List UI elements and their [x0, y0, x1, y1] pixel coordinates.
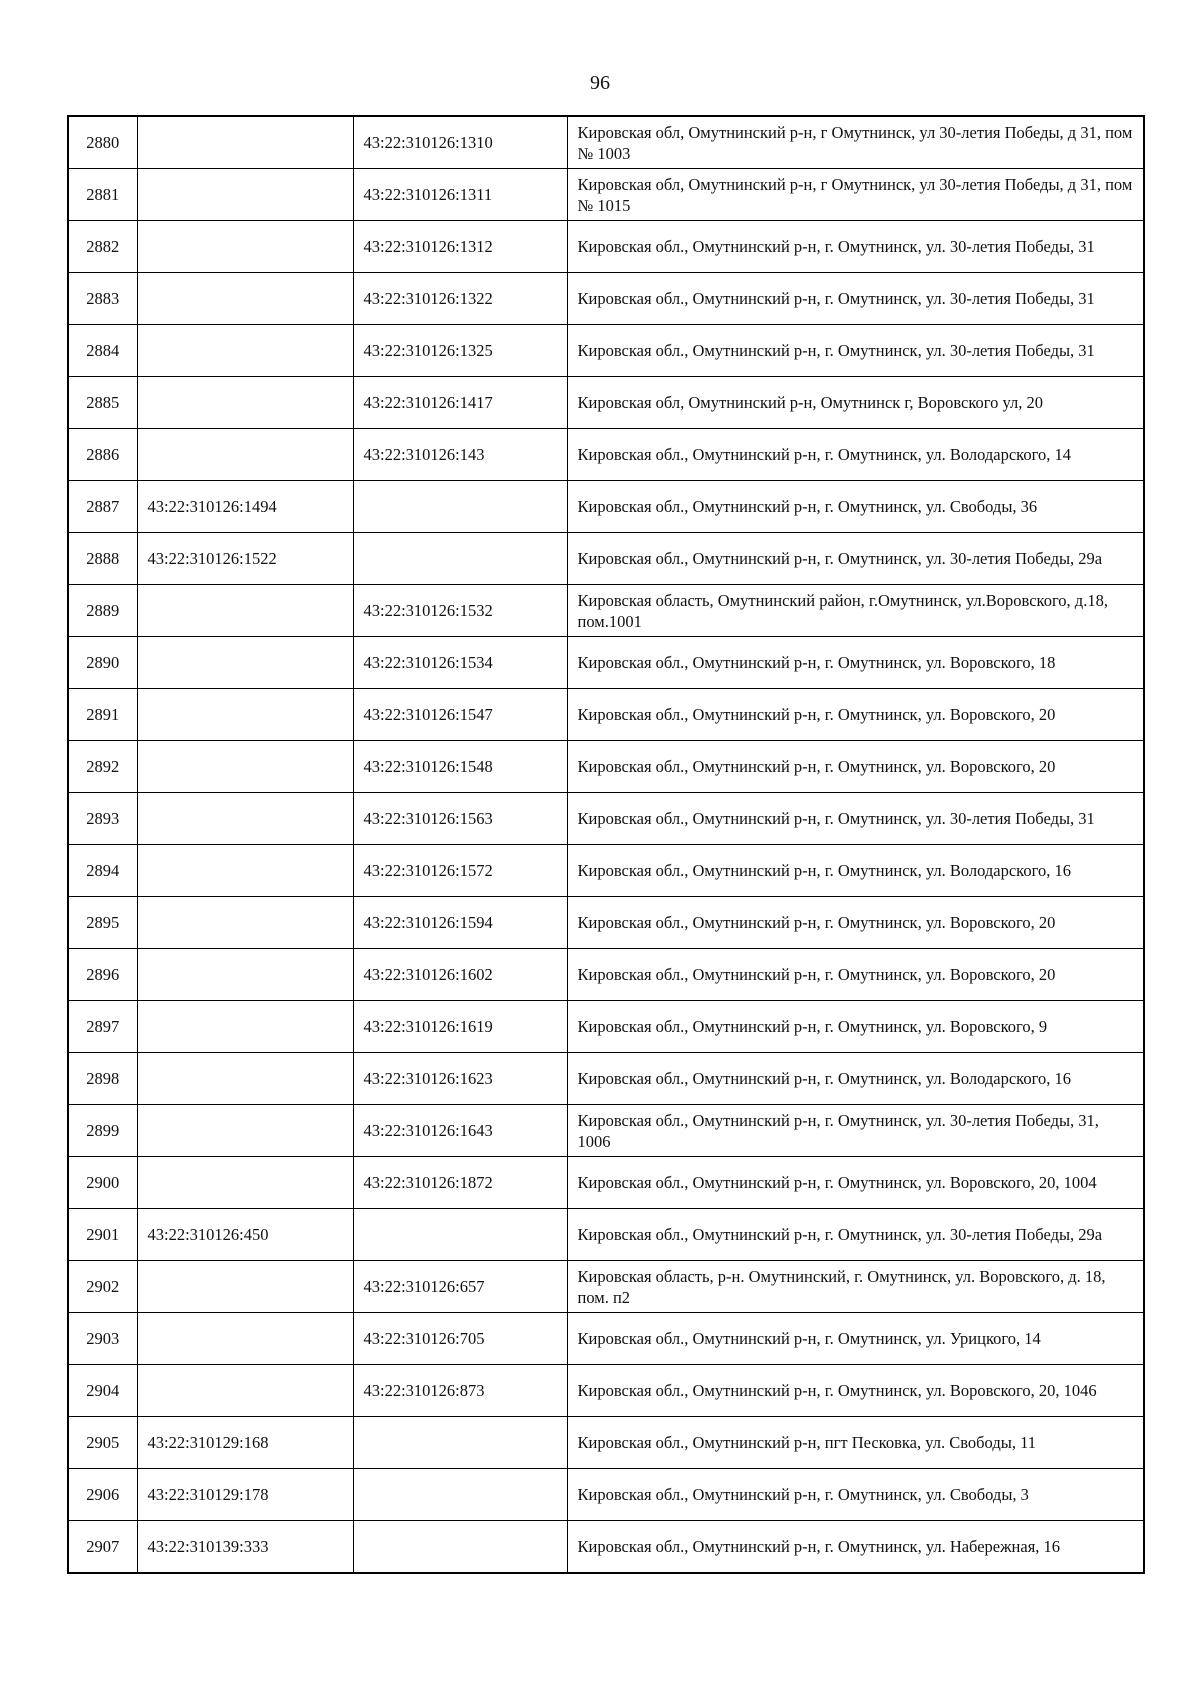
address-cell: Кировская обл., Омутнинский р-н, г. Омутнинск, ул. Воровского, 20, 1004 — [567, 1157, 1144, 1209]
cadastral-number-cell — [137, 741, 353, 793]
address-cell: Кировская обл., Омутнинский р-н, г. Омутнинск, ул. Урицкого, 14 — [567, 1313, 1144, 1365]
row-number-cell: 2905 — [68, 1417, 137, 1469]
cadastral-number-cell — [137, 845, 353, 897]
table-row — [68, 1053, 1144, 1105]
cadastral-number-secondary-cell — [353, 1417, 567, 1469]
table-row — [68, 1365, 1144, 1417]
address-cell: Кировская обл., Омутнинский р-н, г. Омутнинск, ул. Володарского, 14 — [567, 429, 1144, 481]
row-number-cell: 2883 — [68, 273, 137, 325]
cadastral-number-cell — [137, 1261, 353, 1313]
cadastral-number-secondary-cell: 43:22:310126:1563 — [353, 793, 567, 845]
row-number-cell: 2886 — [68, 429, 137, 481]
row-number-cell: 2902 — [68, 1261, 137, 1313]
cadastral-number-secondary-cell: 43:22:310126:1643 — [353, 1105, 567, 1157]
cadastral-number-secondary-cell: 43:22:310126:1325 — [353, 325, 567, 377]
cadastral-number-secondary-cell — [353, 481, 567, 533]
cadastral-number-cell — [137, 377, 353, 429]
cadastral-number-cell — [137, 585, 353, 637]
address-cell: Кировская обл, Омутнинский р-н, г Омутнинск, ул 30-летия Победы, д 31, пом № 1015 — [567, 169, 1144, 221]
cadastral-number-secondary-cell: 43:22:310126:1312 — [353, 221, 567, 273]
cadastral-number-cell — [137, 429, 353, 481]
cadastral-number-cell — [137, 689, 353, 741]
cadastral-number-cell — [137, 949, 353, 1001]
cadastral-number-cell — [137, 897, 353, 949]
table-row — [68, 169, 1144, 221]
row-number-cell: 2881 — [68, 169, 137, 221]
table-row — [68, 689, 1144, 741]
table-row — [68, 1157, 1144, 1209]
address-cell: Кировская обл., Омутнинский р-н, г. Омутнинск, ул. Воровского, 20, 1046 — [567, 1365, 1144, 1417]
cadastral-number-cell: 43:22:310126:1522 — [137, 533, 353, 585]
row-number-cell: 2882 — [68, 221, 137, 273]
address-cell: Кировская обл., Омутнинский р-н, г. Омутнинск, ул. Свободы, 36 — [567, 481, 1144, 533]
address-cell: Кировская обл., Омутнинский р-н, г. Омутнинск, ул. Набережная, 16 — [567, 1521, 1144, 1574]
row-number-cell: 2880 — [68, 116, 137, 169]
table-row — [68, 1469, 1144, 1521]
row-number-cell: 2888 — [68, 533, 137, 585]
row-number-cell: 2906 — [68, 1469, 137, 1521]
address-cell: Кировская обл., Омутнинский р-н, г. Омутнинск, ул. 30-летия Победы, 31 — [567, 221, 1144, 273]
row-number-cell: 2885 — [68, 377, 137, 429]
row-number-cell: 2892 — [68, 741, 137, 793]
address-cell: Кировская обл., Омутнинский р-н, г. Омутнинск, ул. 30-летия Победы, 31 — [567, 273, 1144, 325]
table-row — [68, 221, 1144, 273]
table-row — [68, 637, 1144, 689]
cadastral-number-cell: 43:22:310126:1494 — [137, 481, 353, 533]
row-number-cell: 2884 — [68, 325, 137, 377]
cadastral-number-cell: 43:22:310126:450 — [137, 1209, 353, 1261]
table-row — [68, 1001, 1144, 1053]
table-row — [68, 949, 1144, 1001]
cadastral-number-secondary-cell: 43:22:310126:1534 — [353, 637, 567, 689]
address-cell: Кировская обл., Омутнинский р-н, г. Омутнинск, ул. 30-летия Победы, 29а — [567, 1209, 1144, 1261]
table-row — [68, 793, 1144, 845]
table-row — [68, 1105, 1144, 1157]
cadastral-number-secondary-cell: 43:22:310126:1572 — [353, 845, 567, 897]
cadastral-number-secondary-cell — [353, 1521, 567, 1574]
table-row — [68, 741, 1144, 793]
address-cell: Кировская обл., Омутнинский р-н, г. Омутнинск, ул. Володарского, 16 — [567, 1053, 1144, 1105]
address-cell: Кировская обл, Омутнинский р-н, г Омутнинск, ул 30-летия Победы, д 31, пом № 1003 — [567, 116, 1144, 169]
table-row — [68, 377, 1144, 429]
row-number-cell: 2889 — [68, 585, 137, 637]
cadastral-number-secondary-cell: 43:22:310126:873 — [353, 1365, 567, 1417]
cadastral-number-secondary-cell: 43:22:310126:1417 — [353, 377, 567, 429]
table-row — [68, 1261, 1144, 1313]
address-cell: Кировская обл., Омутнинский р-н, г. Омутнинск, ул. Воровского, 20 — [567, 689, 1144, 741]
address-cell: Кировская обл., Омутнинский р-н, г. Омутнинск, ул. Воровского, 18 — [567, 637, 1144, 689]
address-cell: Кировская обл, Омутнинский р-н, Омутнинск г, Воровского ул, 20 — [567, 377, 1144, 429]
row-number-cell: 2903 — [68, 1313, 137, 1365]
cadastral-number-cell: 43:22:310129:178 — [137, 1469, 353, 1521]
row-number-cell: 2887 — [68, 481, 137, 533]
table-row — [68, 325, 1144, 377]
row-number-cell: 2901 — [68, 1209, 137, 1261]
registry-table — [67, 115, 1145, 1574]
table-row — [68, 273, 1144, 325]
row-number-cell: 2904 — [68, 1365, 137, 1417]
cadastral-number-cell — [137, 1365, 353, 1417]
row-number-cell: 2896 — [68, 949, 137, 1001]
cadastral-number-secondary-cell: 43:22:310126:705 — [353, 1313, 567, 1365]
cadastral-number-cell — [137, 169, 353, 221]
cadastral-number-cell — [137, 1157, 353, 1209]
cadastral-number-cell — [137, 1313, 353, 1365]
table-row — [68, 1417, 1144, 1469]
cadastral-number-secondary-cell: 43:22:310126:1532 — [353, 585, 567, 637]
cadastral-number-cell — [137, 793, 353, 845]
cadastral-number-secondary-cell — [353, 533, 567, 585]
cadastral-number-secondary-cell: 43:22:310126:657 — [353, 1261, 567, 1313]
address-cell: Кировская обл., Омутнинский р-н, г. Омутнинск, ул. 30-летия Победы, 29а — [567, 533, 1144, 585]
address-cell: Кировская обл., Омутнинский р-н, г. Омутнинск, ул. 30-летия Победы, 31 — [567, 325, 1144, 377]
cadastral-number-cell — [137, 1053, 353, 1105]
row-number-cell: 2898 — [68, 1053, 137, 1105]
address-cell: Кировская обл., Омутнинский р-н, г. Омутнинск, ул. Воровского, 9 — [567, 1001, 1144, 1053]
cadastral-number-cell — [137, 221, 353, 273]
table-row — [68, 429, 1144, 481]
cadastral-number-secondary-cell: 43:22:310126:1623 — [353, 1053, 567, 1105]
row-number-cell: 2897 — [68, 1001, 137, 1053]
table-row — [68, 845, 1144, 897]
cadastral-number-secondary-cell: 43:22:310126:143 — [353, 429, 567, 481]
table-row — [68, 1313, 1144, 1365]
cadastral-number-secondary-cell: 43:22:310126:1548 — [353, 741, 567, 793]
row-number-cell: 2890 — [68, 637, 137, 689]
cadastral-number-cell: 43:22:310139:333 — [137, 1521, 353, 1574]
cadastral-number-secondary-cell: 43:22:310126:1311 — [353, 169, 567, 221]
cadastral-number-secondary-cell: 43:22:310126:1547 — [353, 689, 567, 741]
address-cell: Кировская область, Омутнинский район, г.Омутнинск, ул.Воровского, д.18, пом.1001 — [567, 585, 1144, 637]
table-row — [68, 585, 1144, 637]
cadastral-number-secondary-cell: 43:22:310126:1322 — [353, 273, 567, 325]
page-number: 96 — [590, 72, 610, 94]
cadastral-number-secondary-cell: 43:22:310126:1602 — [353, 949, 567, 1001]
cadastral-number-secondary-cell — [353, 1469, 567, 1521]
cadastral-number-cell — [137, 116, 353, 169]
row-number-cell: 2899 — [68, 1105, 137, 1157]
table-row — [68, 1521, 1144, 1574]
cadastral-number-cell — [137, 637, 353, 689]
table-row — [68, 481, 1144, 533]
cadastral-number-cell — [137, 325, 353, 377]
table-row — [68, 1209, 1144, 1261]
table-row — [68, 897, 1144, 949]
cadastral-number-secondary-cell: 43:22:310126:1310 — [353, 116, 567, 169]
address-cell: Кировская область, р-н. Омутнинский, г. Омутнинск, ул. Воровского, д. 18, пом. п2 — [567, 1261, 1144, 1313]
table-row — [68, 533, 1144, 585]
cadastral-number-cell: 43:22:310129:168 — [137, 1417, 353, 1469]
table-body — [68, 116, 1144, 1573]
table-row — [68, 116, 1144, 169]
address-cell: Кировская обл., Омутнинский р-н, г. Омутнинск, ул. Воровского, 20 — [567, 741, 1144, 793]
row-number-cell: 2891 — [68, 689, 137, 741]
address-cell: Кировская обл., Омутнинский р-н, г. Омутнинск, ул. 30-летия Победы, 31, 1006 — [567, 1105, 1144, 1157]
row-number-cell: 2894 — [68, 845, 137, 897]
cadastral-number-cell — [137, 273, 353, 325]
row-number-cell: 2895 — [68, 897, 137, 949]
row-number-cell: 2900 — [68, 1157, 137, 1209]
row-number-cell: 2907 — [68, 1521, 137, 1574]
cadastral-number-secondary-cell — [353, 1209, 567, 1261]
cadastral-number-secondary-cell: 43:22:310126:1594 — [353, 897, 567, 949]
address-cell: Кировская обл., Омутнинский р-н, г. Омутнинск, ул. Володарского, 16 — [567, 845, 1144, 897]
address-cell: Кировская обл., Омутнинский р-н, г. Омутнинск, ул. 30-летия Победы, 31 — [567, 793, 1144, 845]
cadastral-number-secondary-cell: 43:22:310126:1619 — [353, 1001, 567, 1053]
cadastral-number-cell — [137, 1105, 353, 1157]
address-cell: Кировская обл., Омутнинский р-н, г. Омутнинск, ул. Воровского, 20 — [567, 949, 1144, 1001]
cadastral-number-cell — [137, 1001, 353, 1053]
row-number-cell: 2893 — [68, 793, 137, 845]
address-cell: Кировская обл., Омутнинский р-н, пгт Песковка, ул. Свободы, 11 — [567, 1417, 1144, 1469]
cadastral-number-secondary-cell: 43:22:310126:1872 — [353, 1157, 567, 1209]
address-cell: Кировская обл., Омутнинский р-н, г. Омутнинск, ул. Свободы, 3 — [567, 1469, 1144, 1521]
address-cell: Кировская обл., Омутнинский р-н, г. Омутнинск, ул. Воровского, 20 — [567, 897, 1144, 949]
